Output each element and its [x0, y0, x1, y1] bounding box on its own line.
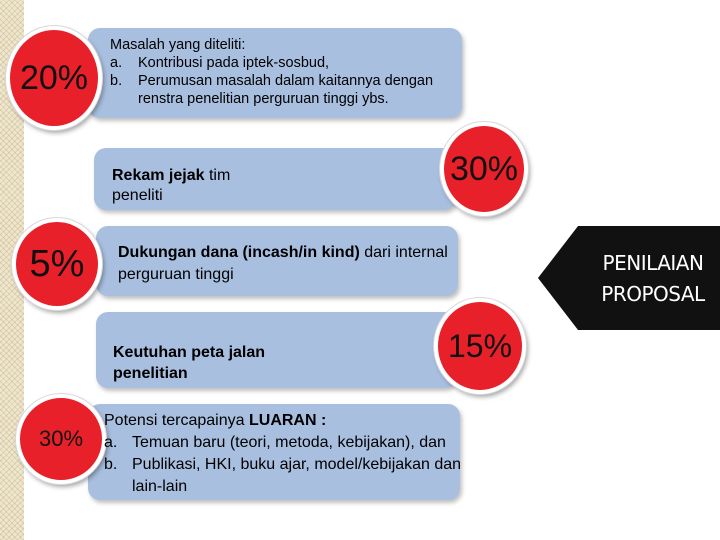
criterion-text-outputs: [104, 410, 484, 498]
criterion-heading: Potensi tercapainya LUARAN :: [104, 412, 327, 429]
callout-title: PENILAIAN PROPOSAL: [601, 251, 705, 306]
criterion-text-roadmap: Keutuhan peta jalan penelitian: [113, 344, 266, 382]
percent-badge-roadmap: 15%: [434, 298, 526, 394]
percent-badge-outputs: 30%: [16, 394, 106, 484]
percent-badge-track-record: 30%: [440, 122, 528, 216]
percent-badge-funding: 5%: [12, 218, 102, 310]
percent-badge-problem: 20%: [6, 26, 102, 130]
criterion-heading: Masalah yang diteliti:: [110, 37, 246, 53]
criterion-text-track-record: Rekam jejak tim peneliti: [112, 167, 231, 204]
list-item: b. Publikasi, HKI, buku ajar, model/kebijakan dan lain-lain: [104, 456, 462, 495]
criterion-text-funding: Dukungan dana (incash/in kind) dari internal perguruan tinggi: [118, 244, 448, 283]
criterion-text-problem: [110, 36, 455, 108]
list-item: b. Perumusan masalah dalam kaitannya dengan renstra penelitian perguruan tinggi ybs.: [110, 73, 434, 107]
list-item: a. Kontribusi pada iptek-sosbud,: [110, 55, 330, 71]
list-item: a. Temuan baru (teori, metoda, kebijakan), dan: [104, 434, 446, 451]
